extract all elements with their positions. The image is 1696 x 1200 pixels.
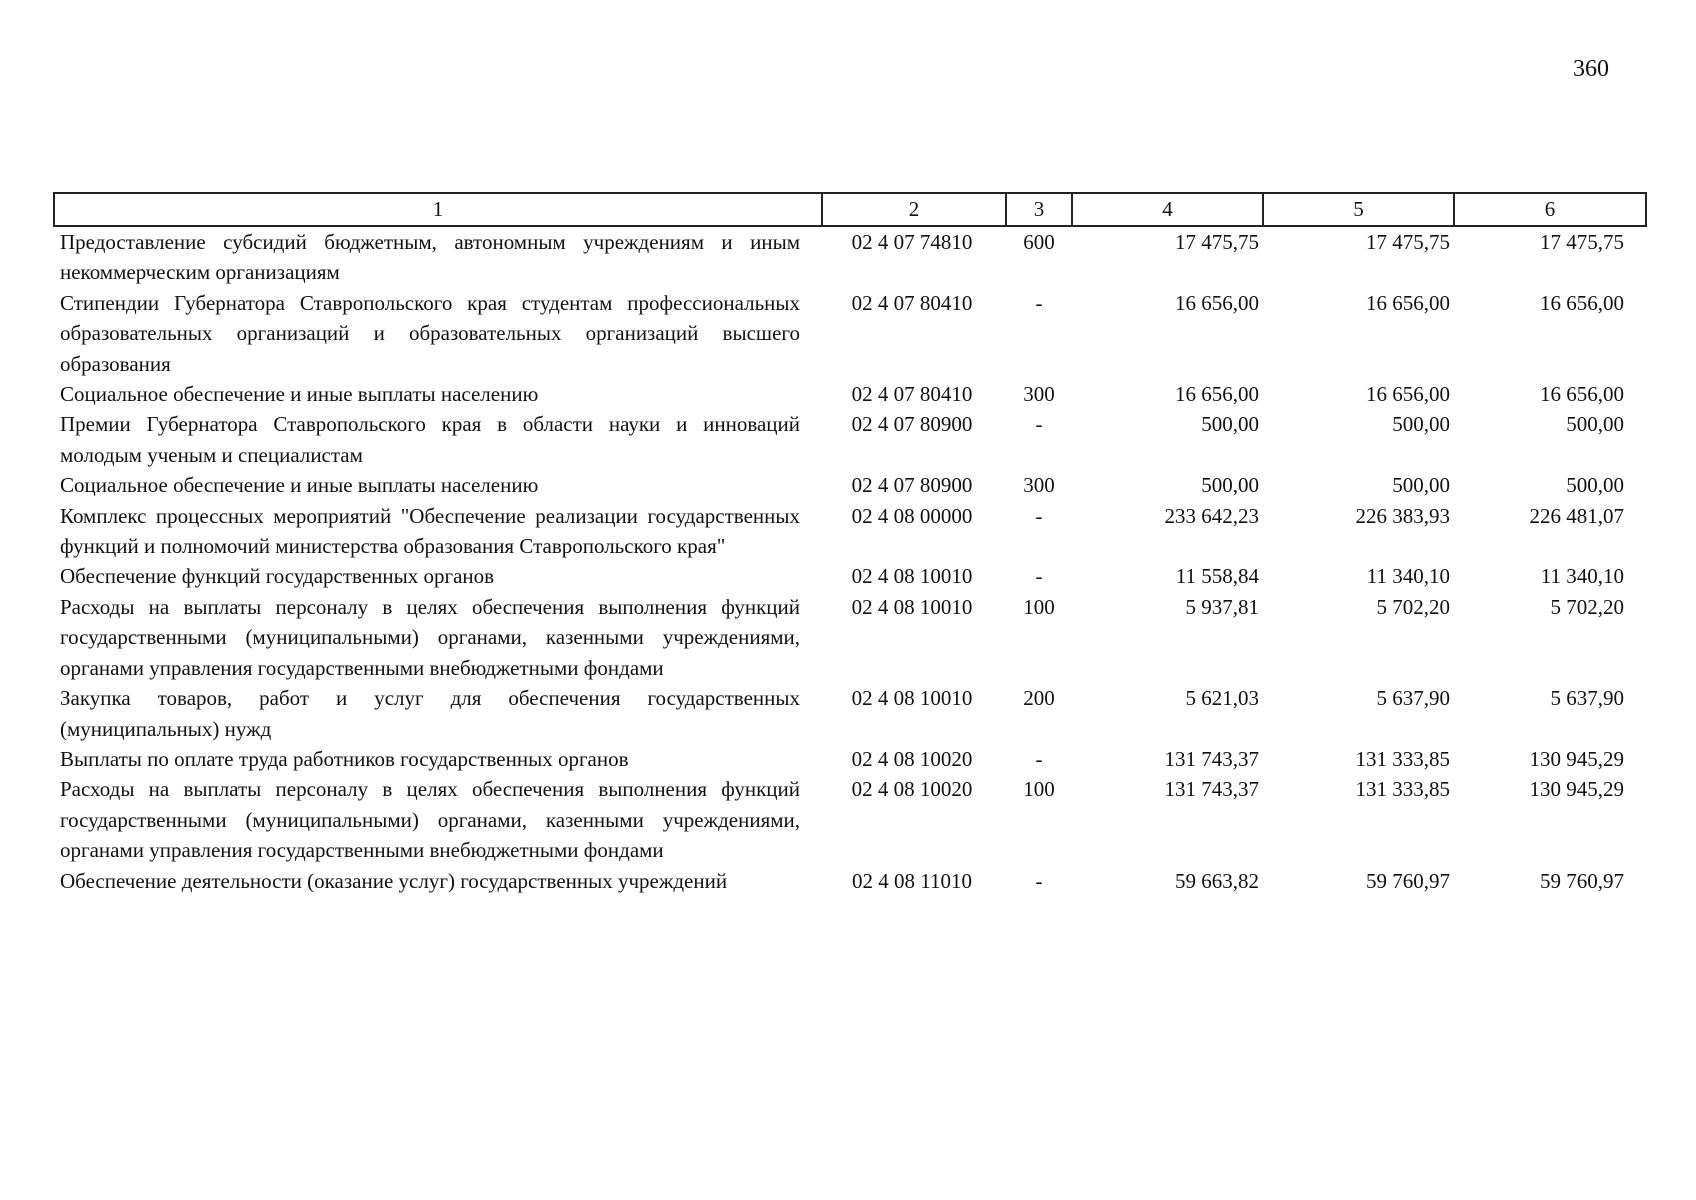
table-row [54,683,1646,744]
row-expense-type: - [1035,746,1043,771]
row-expense-type: 600 [1023,230,1055,254]
table-row [54,561,1646,591]
row-expense-type: - [1035,412,1043,437]
row-amount-col4: 500,00 [1201,473,1259,498]
row-amount-col5: 226 383,93 [1355,503,1450,528]
table-row [54,774,1646,865]
row-amount-col6: 16 656,00 [1540,382,1624,407]
row-name: Социальное обеспечение и иные выплаты населению [60,382,539,407]
row-expense-type: 300 [1023,382,1055,407]
row-name: Обеспечение деятельности (оказание услуг) государственных учреждений [60,868,728,893]
row-amount-col4: 17 475,75 [1175,230,1259,254]
row-amount-col5: 16 656,00 [1366,290,1450,315]
row-amount-col5: 17 475,75 [1366,230,1450,254]
row-name: Расходы на выплаты персоналу в целях обеспечения выполнения функций государственными (муниципальными) органами, казенными учреждениями, органами управления государственными внебюджетными фондами [60,594,800,680]
row-name: Комплекс процессных мероприятий "Обеспечение реализации государственных функций и полномочий министерства образования Ставропольского края" [60,503,800,559]
row-amount-col4: 131 743,37 [1164,746,1259,771]
row-amount-col6: 11 340,10 [1540,564,1624,589]
row-amount-col5: 500,00 [1392,412,1450,437]
row-amount-col5: 11 340,10 [1366,564,1450,589]
budget-table [53,192,1647,896]
row-code: 02 4 08 10020 [851,777,973,802]
row-amount-col5: 131 333,85 [1355,746,1450,771]
row-expense-type: - [1035,564,1043,589]
row-amount-col5: 5 637,90 [1376,686,1450,711]
row-amount-col4: 11 558,84 [1175,564,1259,589]
row-amount-col6: 17 475,75 [1540,230,1624,254]
table-row [54,226,1646,288]
column-header-1: 1 [54,193,822,226]
row-amount-col6: 59 760,97 [1540,868,1624,893]
table-row [54,592,1646,683]
row-amount-col4: 500,00 [1201,412,1259,437]
table-header-row [54,193,1646,226]
row-name: Закупка товаров, работ и услуг для обеспечения государственных (муниципальных) нужд [60,686,800,741]
row-expense-type: - [1035,503,1043,528]
row-name: Премии Губернатора Ставропольского края в области науки и инноваций молодым ученым и специалистам [60,412,800,467]
row-code: 02 4 08 10020 [851,746,973,771]
row-expense-type: 200 [1023,686,1055,711]
row-code: 02 4 08 10010 [851,686,973,711]
row-amount-col6: 130 945,29 [1529,777,1624,802]
row-amount-col5: 5 702,20 [1376,594,1450,619]
table-row [54,288,1646,379]
row-code: 02 4 07 80900 [851,412,973,437]
row-amount-col6: 500,00 [1566,412,1624,437]
row-amount-col6: 226 481,07 [1529,503,1624,528]
table-row [54,744,1646,774]
row-name: Социальное обеспечение и иные выплаты населению [60,473,539,498]
row-code: 02 4 08 11010 [852,868,972,893]
table-row [54,379,1646,409]
row-amount-col6: 16 656,00 [1540,290,1624,315]
row-expense-type: 100 [1023,777,1055,802]
row-amount-col4: 5 621,03 [1185,686,1259,711]
row-amount-col4: 16 656,00 [1175,290,1259,315]
row-amount-col4: 5 937,81 [1185,594,1259,619]
row-amount-col4: 59 663,82 [1175,868,1259,893]
row-expense-type: - [1035,290,1043,315]
row-amount-col5: 16 656,00 [1366,382,1450,407]
table-row [54,866,1646,896]
row-name: Выплаты по оплате труда работников государственных органов [60,746,629,771]
row-code: 02 4 08 10010 [851,564,973,589]
column-header-4: 4 [1072,193,1263,226]
row-amount-col6: 5 702,20 [1550,594,1624,619]
column-header-5: 5 [1263,193,1454,226]
row-amount-col4: 233 642,23 [1164,503,1259,528]
column-header-3: 3 [1006,193,1072,226]
row-code: 02 4 07 80410 [851,382,973,407]
row-expense-type: 300 [1023,473,1055,498]
row-code: 02 4 07 80900 [851,473,973,498]
row-code: 02 4 08 00000 [851,503,973,528]
row-amount-col5: 500,00 [1392,473,1450,498]
row-amount-col6: 500,00 [1566,473,1624,498]
row-code: 02 4 07 74810 [851,230,973,254]
row-name: Предоставление субсидий бюджетным, автономным учреждениям и иным некоммерческим организациям [60,230,800,285]
column-header-6: 6 [1454,193,1646,226]
page-number: 360 [1573,56,1609,82]
row-name: Расходы на выплаты персоналу в целях обеспечения выполнения функций государственными (муниципальными) органами, казенными учреждениями, органами управления государственными внебюджетными фондами [60,777,800,863]
row-amount-col4: 16 656,00 [1175,382,1259,407]
table-row [54,409,1646,470]
row-expense-type: 100 [1023,594,1055,619]
row-code: 02 4 07 80410 [851,290,973,315]
column-header-2: 2 [822,193,1006,226]
table-row [54,501,1646,562]
row-code: 02 4 08 10010 [851,594,973,619]
row-name: Стипендии Губернатора Ставропольского края студентам профессиональных образовательных организаций и образовательных организаций высшего образования [60,290,800,376]
row-amount-col5: 131 333,85 [1355,777,1450,802]
row-amount-col4: 131 743,37 [1164,777,1259,802]
row-expense-type: - [1035,868,1043,893]
row-amount-col6: 5 637,90 [1550,686,1624,711]
row-amount-col6: 130 945,29 [1529,746,1624,771]
row-amount-col5: 59 760,97 [1366,868,1450,893]
row-name: Обеспечение функций государственных органов [60,564,495,589]
table-row [54,470,1646,500]
